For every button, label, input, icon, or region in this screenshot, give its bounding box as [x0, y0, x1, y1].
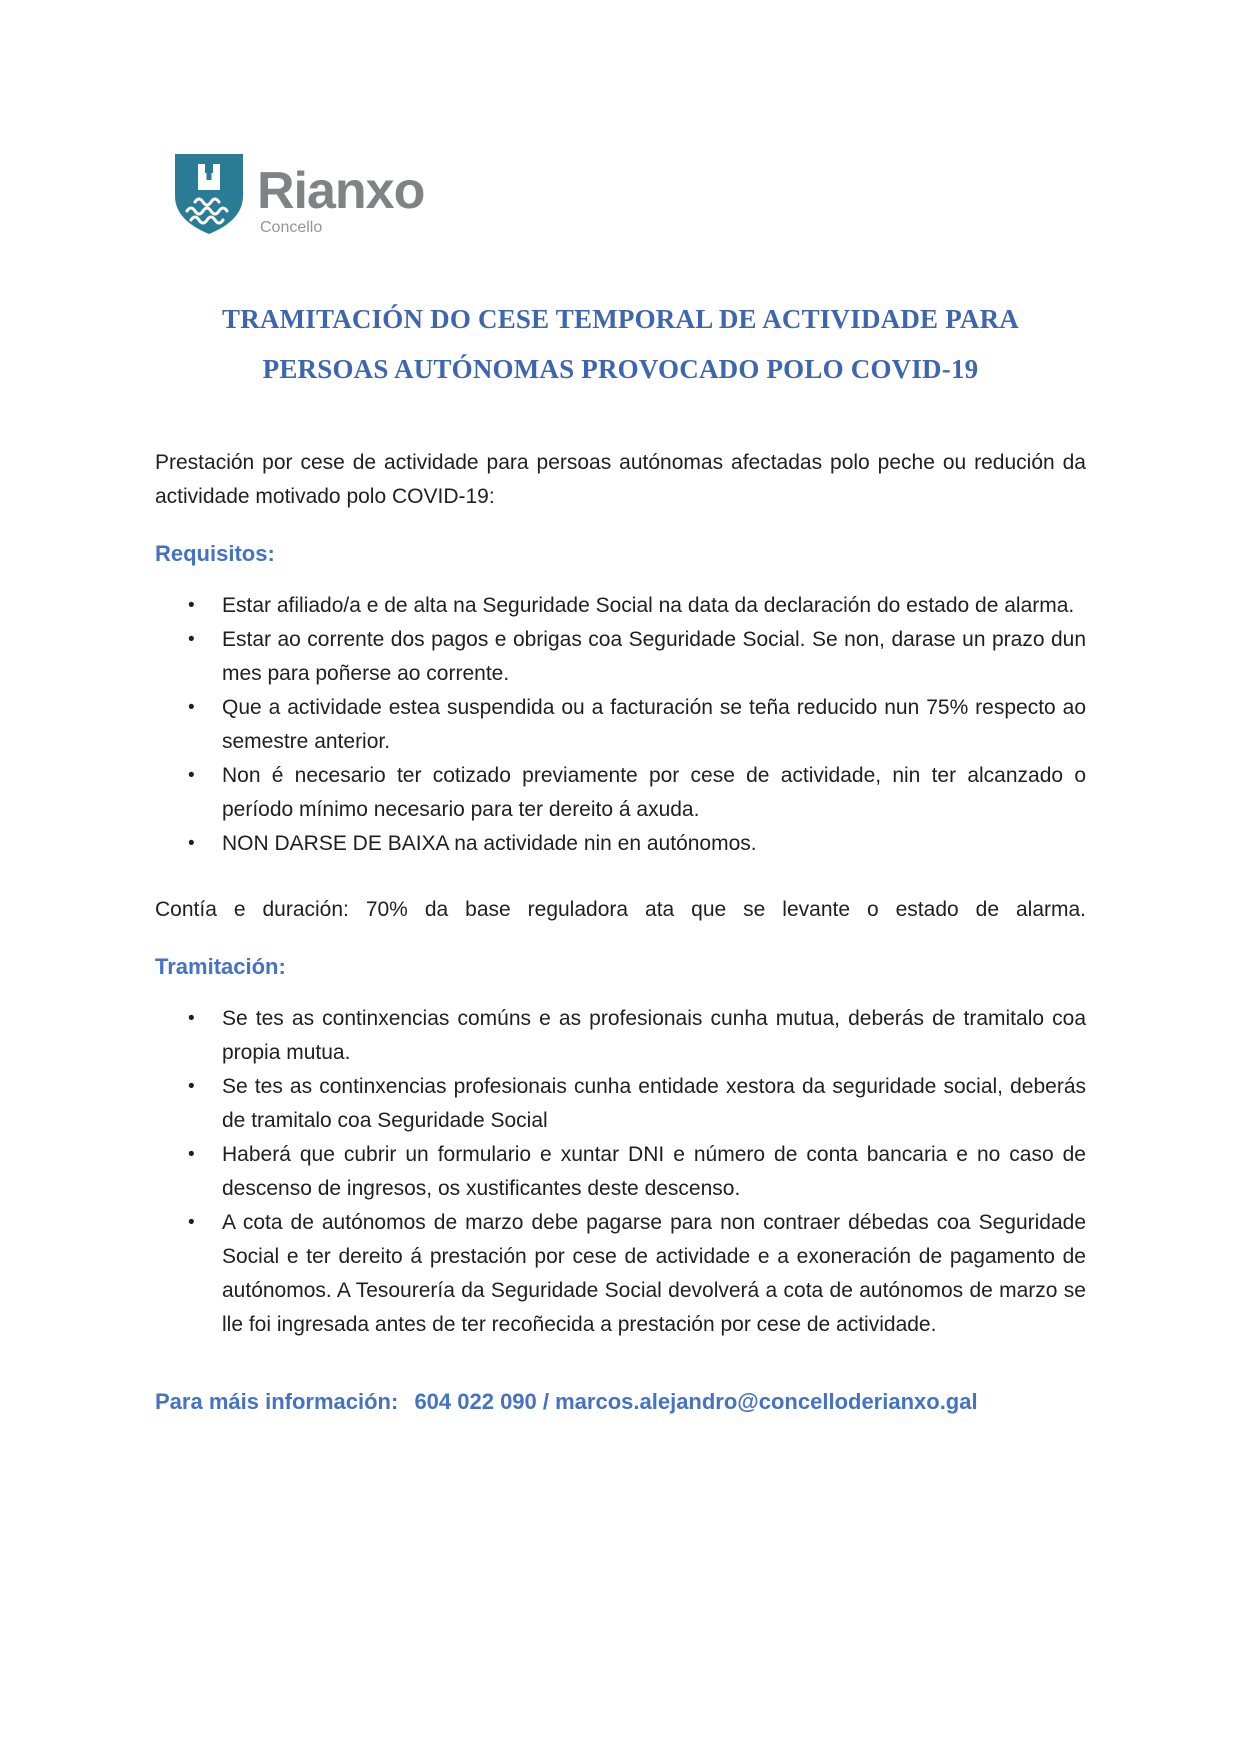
list-item-text: NON DARSE DE BAIXA na actividade nin en autónomos. — [222, 832, 757, 855]
bullet-icon: • — [188, 1212, 195, 1233]
list-item — [155, 1206, 1086, 1342]
bullet-icon: • — [188, 1144, 195, 1165]
bullet-icon: • — [188, 1076, 195, 1097]
requisitos-list — [155, 589, 1086, 861]
list-item-text: A cota de autónomos de marzo debe pagarse para non contraer débedas coa Seguridade Social e ter dereito á prestación por cese de actividade e a exoneración de pagamento de autónomos. A Tesourería da Seguridade Social devolverá a cota de autónomos de marzo se lle foi ingresada antes de ter recoñecida a prestación por cese de actividade. — [222, 1211, 1086, 1336]
bullet-icon: • — [188, 1008, 195, 1029]
intro-paragraph: Prestación por cese de actividade para persoas autónomas afectadas polo peche ou redución da actividade motivado polo COVID-19: — [155, 451, 1086, 508]
bullet-icon: • — [188, 595, 195, 616]
bullet-icon: • — [188, 765, 195, 786]
list-item-text: Se tes as continxencias comúns e as profesionais cunha mutua, deberás de tramitalo coa propia mutua. — [222, 1007, 1086, 1064]
list-item — [155, 1070, 1086, 1138]
list-item — [155, 827, 1086, 861]
list-item — [155, 759, 1086, 827]
bullet-icon: • — [188, 833, 195, 854]
contact-label: Para máis información: — [155, 1389, 399, 1414]
list-item — [155, 1002, 1086, 1070]
list-item — [155, 1138, 1086, 1206]
contact-phone-email: 604 022 090 / marcos.alejandro@concelloderianxo.gal — [414, 1389, 978, 1414]
logo-name: Rianxo — [257, 161, 425, 220]
list-item-text: Estar ao corrente dos pagos e obrigas coa Seguridade Social. Se non, darase un prazo dun mes para poñerse ao corrente. — [222, 628, 1086, 685]
list-item-text: Haberá que cubrir un formulario e xuntar DNI e número de conta bancaria e no caso de descenso de ingresos, os xustificantes deste descenso. — [222, 1143, 1086, 1200]
page-title — [155, 294, 1086, 394]
section-heading-tramitacion: Tramitación: — [155, 954, 286, 979]
page-title-line2: PERSOAS AUTÓNOMAS PROVOCADO POLO COVID-19 — [262, 354, 979, 384]
list-item — [155, 623, 1086, 691]
list-item — [155, 691, 1086, 759]
bullet-icon: • — [188, 697, 195, 718]
list-item — [155, 589, 1086, 623]
tramitacion-list — [155, 1002, 1086, 1342]
bullet-icon: • — [188, 629, 195, 650]
contact-info-line — [155, 1388, 1086, 1416]
section-heading-requisitos: Requisitos: — [155, 541, 275, 566]
concello-rianxo-logo — [173, 150, 1086, 236]
page-title-line1: TRAMITACIÓN DO CESE TEMPORAL DE ACTIVIDADE PARA — [222, 304, 1019, 334]
list-item-text: Se tes as continxencias profesionais cunha entidade xestora da seguridade social, deberás de tramitalo coa Seguridade Social — [222, 1075, 1086, 1132]
list-item-text: Non é necesario ter cotizado previamente por cese de actividade, nin ter alcanzado o período mínimo necesario para ter dereito á axuda. — [222, 764, 1086, 821]
list-item-text: Que a actividade estea suspendida ou a facturación se teña reducido nun 75% respecto ao semestre anterior. — [222, 696, 1086, 753]
rianxo-shield-icon — [173, 152, 245, 236]
logo-wordmark — [257, 161, 425, 236]
list-item-text: Estar afiliado/a e de alta na Seguridade Social na data da declaración do estado de alarma. — [222, 594, 1075, 617]
contia-paragraph: Contía e duración: 70% da base reguladora ata que se levante o estado de alarma. — [155, 898, 1086, 921]
logo-subtitle: Concello — [260, 219, 323, 236]
